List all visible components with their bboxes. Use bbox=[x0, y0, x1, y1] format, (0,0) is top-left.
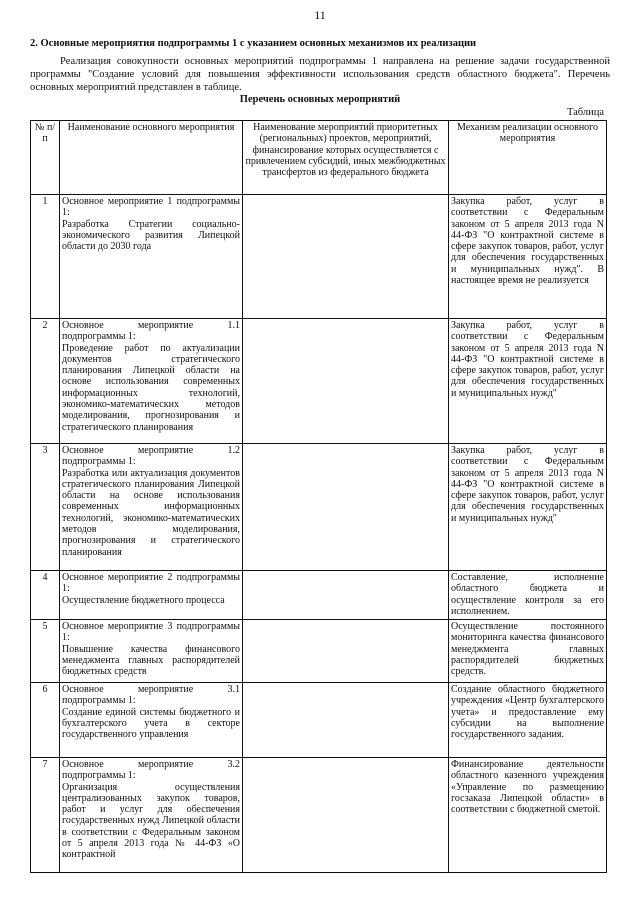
row-num: 3 bbox=[31, 444, 60, 571]
row-title: Основное мероприятие 1 подпрограммы 1: bbox=[62, 196, 240, 219]
header-num: № п/п bbox=[31, 121, 60, 195]
row-desc: Проведение работ по актуализации документов стратегического планирования Липецкой области на основе использования современных информационных технологий, экономико-математических методов моделирования, прогнозирования и стратегического планирования bbox=[62, 342, 240, 433]
row-num: 4 bbox=[31, 571, 60, 620]
table-row bbox=[31, 571, 607, 620]
row-title: Основное мероприятие 1.2 подпрограммы 1: bbox=[62, 445, 240, 468]
header-mechanism: Механизм реализации основного мероприятия bbox=[449, 121, 607, 195]
row-desc: Осуществление бюджетного процесса bbox=[62, 594, 225, 606]
row-projects bbox=[243, 620, 449, 683]
row-mechanism: Закупка работ, услуг в соответствии с Федеральным законом от 5 апреля 2013 года N 44-ФЗ "О контрактной системе в сфере закупок товаров, работ, услуг для обеспечения государственных и муниципальных нужд" bbox=[449, 319, 607, 444]
page-number: 11 bbox=[314, 8, 326, 22]
row-title: Основное мероприятие 3.2 подпрограммы 1: bbox=[62, 759, 240, 782]
row-title: Основное мероприятие 1.1 подпрограммы 1: bbox=[62, 320, 240, 343]
table-row bbox=[31, 683, 607, 758]
row-num: 6 bbox=[31, 683, 60, 758]
row-name-cell bbox=[60, 195, 243, 319]
row-projects bbox=[243, 683, 449, 758]
row-projects bbox=[243, 758, 449, 873]
table-row bbox=[31, 620, 607, 683]
row-num: 1 bbox=[31, 195, 60, 319]
row-desc: Создание единой системы бюджетного и бухгалтерского учета в секторе государственного управления bbox=[62, 706, 240, 741]
row-projects bbox=[243, 195, 449, 319]
row-mechanism: Финансирование деятельности областного казенного учреждения «Управление по размещению госзаказа Липецкой области» в соответствии с бюджетной сметой. bbox=[449, 758, 607, 873]
row-desc: Разработка Стратегии социально-экономического развития Липецкой области до 2030 года bbox=[62, 218, 240, 253]
row-mechanism: Создание областного бюджетного учреждения «Центр бухгалтерского учета» и предоставление ему субсидии на выполнение государственного задания. bbox=[449, 683, 607, 758]
table-title: Перечень основных мероприятий bbox=[239, 94, 401, 105]
row-mechanism: Закупка работ, услуг в соответствии с Федеральным законом от 5 апреля 2013 года N 44-ФЗ "О контрактной системе в сфере закупок товаров, работ, услуг для обеспечения государственных и муниципальных нужд". В настоящее время не реализуется bbox=[449, 195, 607, 319]
row-num: 7 bbox=[31, 758, 60, 873]
intro-paragraph: Реализация совокупности основных мероприятий подпрограммы 1 направлена на решение задачи государственной программы "Создание условий для повышения эффективности использования средств областного бюджета". Перечень основных мероприятий представлен в таблице. bbox=[30, 56, 610, 93]
header-name: Наименование основного мероприятия bbox=[60, 121, 243, 195]
row-projects bbox=[243, 444, 449, 571]
row-num: 5 bbox=[31, 620, 60, 683]
row-mechanism: Составление, исполнение областного бюджета и осуществление контроля за его исполнением. bbox=[449, 571, 607, 620]
row-name-cell bbox=[60, 571, 243, 620]
table-row bbox=[31, 195, 607, 319]
row-num: 2 bbox=[31, 319, 60, 444]
row-name-cell bbox=[60, 620, 243, 683]
row-name-cell bbox=[60, 319, 243, 444]
row-desc: Организация осуществления централизованных закупок товаров, работ и услуг для обеспечения государственных нужд Липецкой области в соответствии с Федеральным законом от 5 апреля 2013 года № 44-ФЗ «О контрактной bbox=[62, 781, 240, 861]
row-desc: Разработка или актуализация документов стратегического планирования Липецкой области на основе использования современных информационных технологий, экономико-математических методов моделирования, прогнозирования и стратегического планирования bbox=[62, 467, 240, 558]
header-projects: Наименование мероприятий приоритетных (региональных) проектов, мероприятий, финансирование которых осуществляется с привлечением субсидий, иных межбюджетных трансфертов из федерального бюджета bbox=[243, 121, 449, 195]
row-name-cell bbox=[60, 758, 243, 873]
row-desc: Повышение качества финансового менеджмента главных распорядителей бюджетных средств bbox=[62, 643, 240, 678]
row-mechanism: Закупка работ, услуг в соответствии с Федеральным законом от 5 апреля 2013 года N 44-ФЗ "О контрактной системе в сфере закупок товаров, работ, услуг для обеспечения государственных и муниципальных нужд" bbox=[449, 444, 607, 571]
table-row bbox=[31, 444, 607, 571]
section-title: 2. Основные мероприятия подпрограммы 1 с указанием основных механизмов их реализации bbox=[30, 38, 477, 49]
table-header-row bbox=[31, 121, 607, 195]
row-name-cell bbox=[60, 683, 243, 758]
table-row bbox=[31, 758, 607, 873]
row-title: Основное мероприятие 3.1 подпрограммы 1: bbox=[62, 684, 240, 707]
row-mechanism: Осуществление постоянного мониторинга качества финансового менеджмента главных распорядителей бюджетных средств. bbox=[449, 620, 607, 683]
row-projects bbox=[243, 571, 449, 620]
table-caption: Таблица bbox=[566, 107, 604, 118]
table-row bbox=[31, 319, 607, 444]
row-name-cell bbox=[60, 444, 243, 571]
measures-table bbox=[30, 120, 607, 873]
row-title: Основное мероприятие 3 подпрограммы 1: bbox=[62, 621, 240, 644]
row-title: Основное мероприятие 2 подпрограммы 1: bbox=[62, 572, 240, 595]
row-projects bbox=[243, 319, 449, 444]
